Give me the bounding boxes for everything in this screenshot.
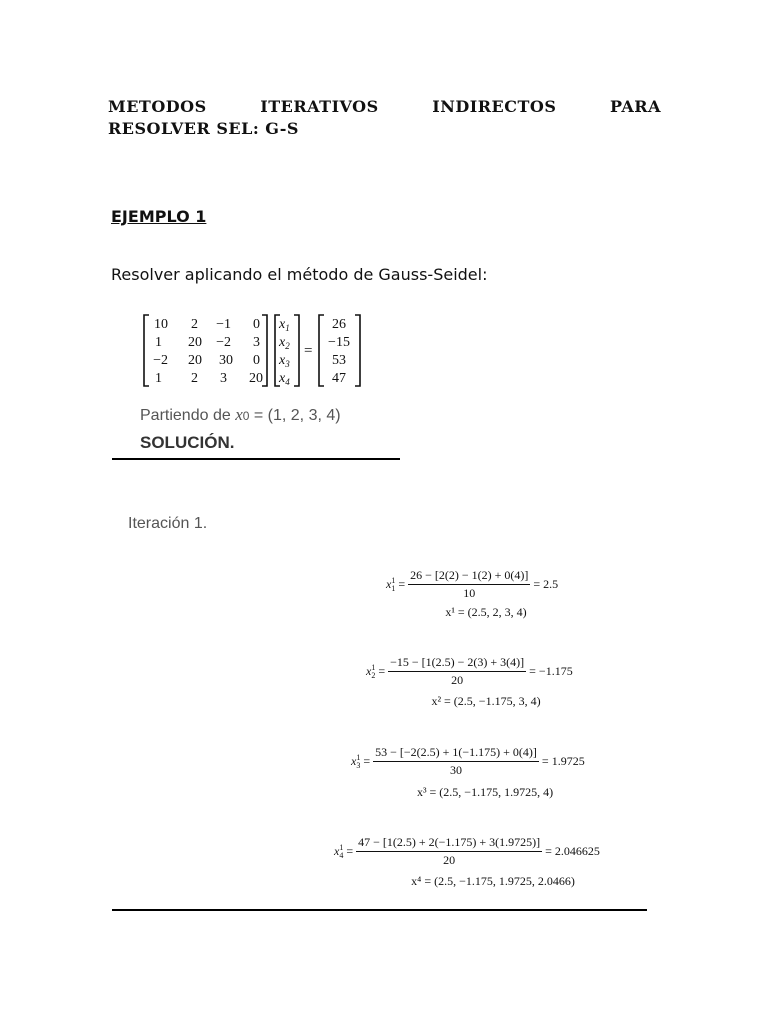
solution-heading: SOLUCIÓN.: [140, 433, 235, 452]
matrix-a-cell: 30: [219, 353, 233, 368]
iteration-heading: Iteración 1.: [128, 515, 208, 532]
equation-x2: $x^1_2$ = $\frac{-15 - [1(2.5) - 2(3) + 3(4)]}{20}$ = −1.175: [366, 655, 573, 687]
equation-x1: $x^1_1$ = $\frac{26 - [2(2) - 1(2) + 0(4)]}{10}$ = 2.5: [386, 568, 559, 600]
intro-text: Resolver aplicando el método de Gauss-Seidel:: [111, 265, 488, 284]
vector-x-entry: $x_4$: [279, 371, 290, 387]
title-word: ITERATIVOS: [260, 97, 379, 116]
vector-b-entry: 53: [332, 353, 346, 368]
matrix-equation: [138, 313, 368, 389]
matrix-a-cell: 3: [220, 371, 227, 386]
matrix-a-cell: 20: [249, 371, 263, 386]
title-word: PARA: [609, 97, 661, 116]
matrix-a-cell: 0: [253, 317, 260, 332]
matrix-a-cell: −1: [216, 317, 231, 332]
matrix-a-cell: 20: [188, 353, 202, 368]
matrix-a-cell: 20: [188, 335, 202, 350]
matrix-a-cell: 1: [155, 335, 162, 350]
document-title: [108, 96, 661, 140]
vector-x-entry: $x_2$: [279, 335, 290, 351]
equation-x3: $x^1_3$ = $\frac{53 - [-2(2.5) + 1(-1.175) + 0(4)]}{30}$ = 1.9725: [351, 745, 585, 777]
equation-x4: $x^1_4$ = $\frac{47 - [1(2.5) + 2(-1.175) + 3(1.9725)]}{20}$ = 2.046625: [334, 835, 600, 867]
vector-x-entry: $x_3$: [279, 353, 290, 369]
matrix-a-cell: 0: [253, 353, 260, 368]
vector-result: x⁴ = (2.5, −1.175, 1.9725, 2.0466): [411, 874, 575, 888]
matrix-a-cell: 2: [191, 371, 198, 386]
matrix-a-cell: −2: [153, 353, 168, 368]
vector-result: x¹ = (2.5, 2, 3, 4): [445, 605, 527, 619]
title-word: METODOS: [108, 97, 207, 116]
divider: [112, 458, 400, 460]
title-line-2: RESOLVER SEL: G-S: [108, 119, 299, 138]
vector-result: x³ = (2.5, −1.175, 1.9725, 4): [416, 785, 554, 799]
vector-b-entry: −15: [328, 335, 350, 350]
matrix-a-cell: 3: [253, 335, 260, 350]
matrix-a-cell: 10: [154, 317, 168, 332]
matrix-a-cell: −2: [216, 335, 231, 350]
divider: [112, 909, 647, 911]
title-word: INDIRECTOS: [432, 97, 557, 116]
vector-b-entry: 47: [332, 371, 346, 386]
vector-x-entry: $x_1$: [279, 317, 290, 333]
starting-point: Partiendo de x0 = (1, 2, 3, 4): [140, 405, 341, 424]
example-heading: EJEMPLO 1: [111, 207, 207, 226]
vector-b-entry: 26: [332, 317, 346, 332]
matrix-a-cell: 2: [191, 317, 198, 332]
vector-result: x² = (2.5, −1.175, 3, 4): [431, 694, 541, 708]
equals-sign: =: [304, 343, 313, 359]
matrix-a-cell: 1: [155, 371, 162, 386]
